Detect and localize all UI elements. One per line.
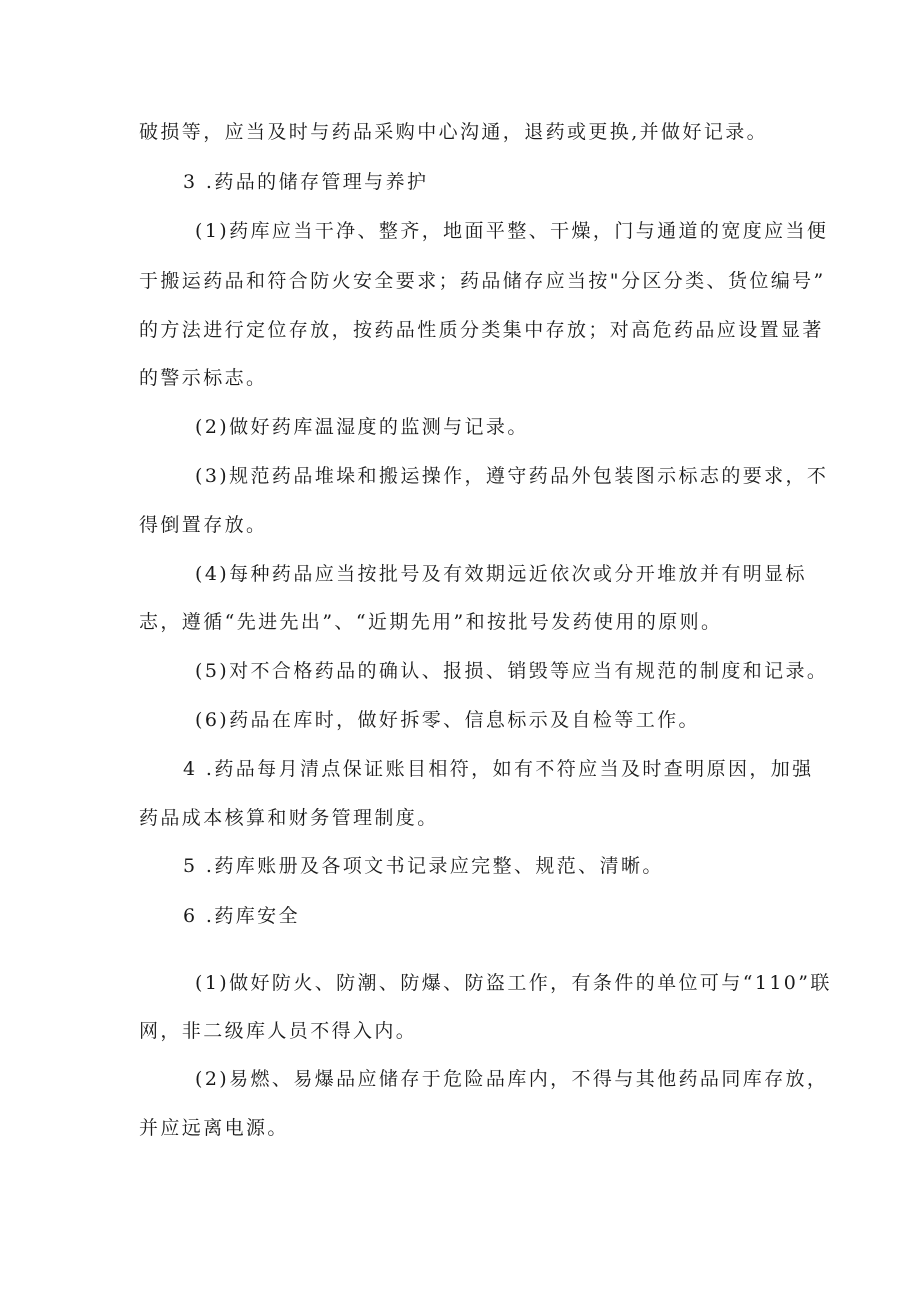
text-line: (4)每种药品应当按批号及有效期远近依次或分开堆放并有明显标 (195, 563, 807, 585)
text-line: 的警示标志。 (139, 367, 268, 389)
text-line: (6)药品在库时，做好拆零、信息标示及自检等工作。 (195, 709, 700, 731)
text-line: 并应远离电源。 (139, 1117, 289, 1139)
text-line: (2)做好药库温湿度的监测与记录。 (195, 416, 529, 438)
text-line: (1)药库应当干净、整齐，地面平整、干燥，门与通道的宽度应当便 (195, 220, 829, 242)
text-line: (5)对不合格药品的确认、报损、销毁等应当有规范的制度和记录。 (195, 660, 829, 682)
text-line: 得倒置存放。 (139, 514, 268, 536)
text-line: 的方法进行定位存放，按药品性质分类集中存放；对高危药品应设置显著 (139, 319, 824, 341)
text-line: (1)做好防火、防潮、防爆、防盗工作，有条件的单位可与“110”联 (195, 972, 832, 994)
section-heading: 6 .药库安全 (183, 905, 300, 927)
text-line: (3)规范药品堆垛和搬运操作，遵守药品外包装图示标志的要求，不 (195, 465, 829, 487)
section-heading: 3 .药品的储存管理与养护 (183, 171, 429, 193)
text-line: 破损等，应当及时与药品采购中心沟通，退药或更换,并做好记录。 (139, 121, 769, 143)
text-line: 药品成本核算和财务管理制度。 (139, 807, 439, 829)
section-heading: 4 .药品每月清点保证账目相符，如有不符应当及时查明原因，加强 (183, 758, 814, 780)
text-line: 网，非二级库人员不得入内。 (139, 1020, 418, 1042)
text-line: 志，遵循“先进先出”、“近期先用”和按批号发药使用的原则。 (139, 611, 723, 633)
section-heading: 5 .药库账册及各项文书记录应完整、规范、清晰。 (183, 855, 664, 877)
text-line: 于搬运药品和符合防火安全要求；药品储存应当按"分区分类、货位编号” (139, 270, 826, 292)
text-line: (2)易燃、易爆品应储存于危险品库内，不得与其他药品同库存放， (195, 1068, 829, 1090)
